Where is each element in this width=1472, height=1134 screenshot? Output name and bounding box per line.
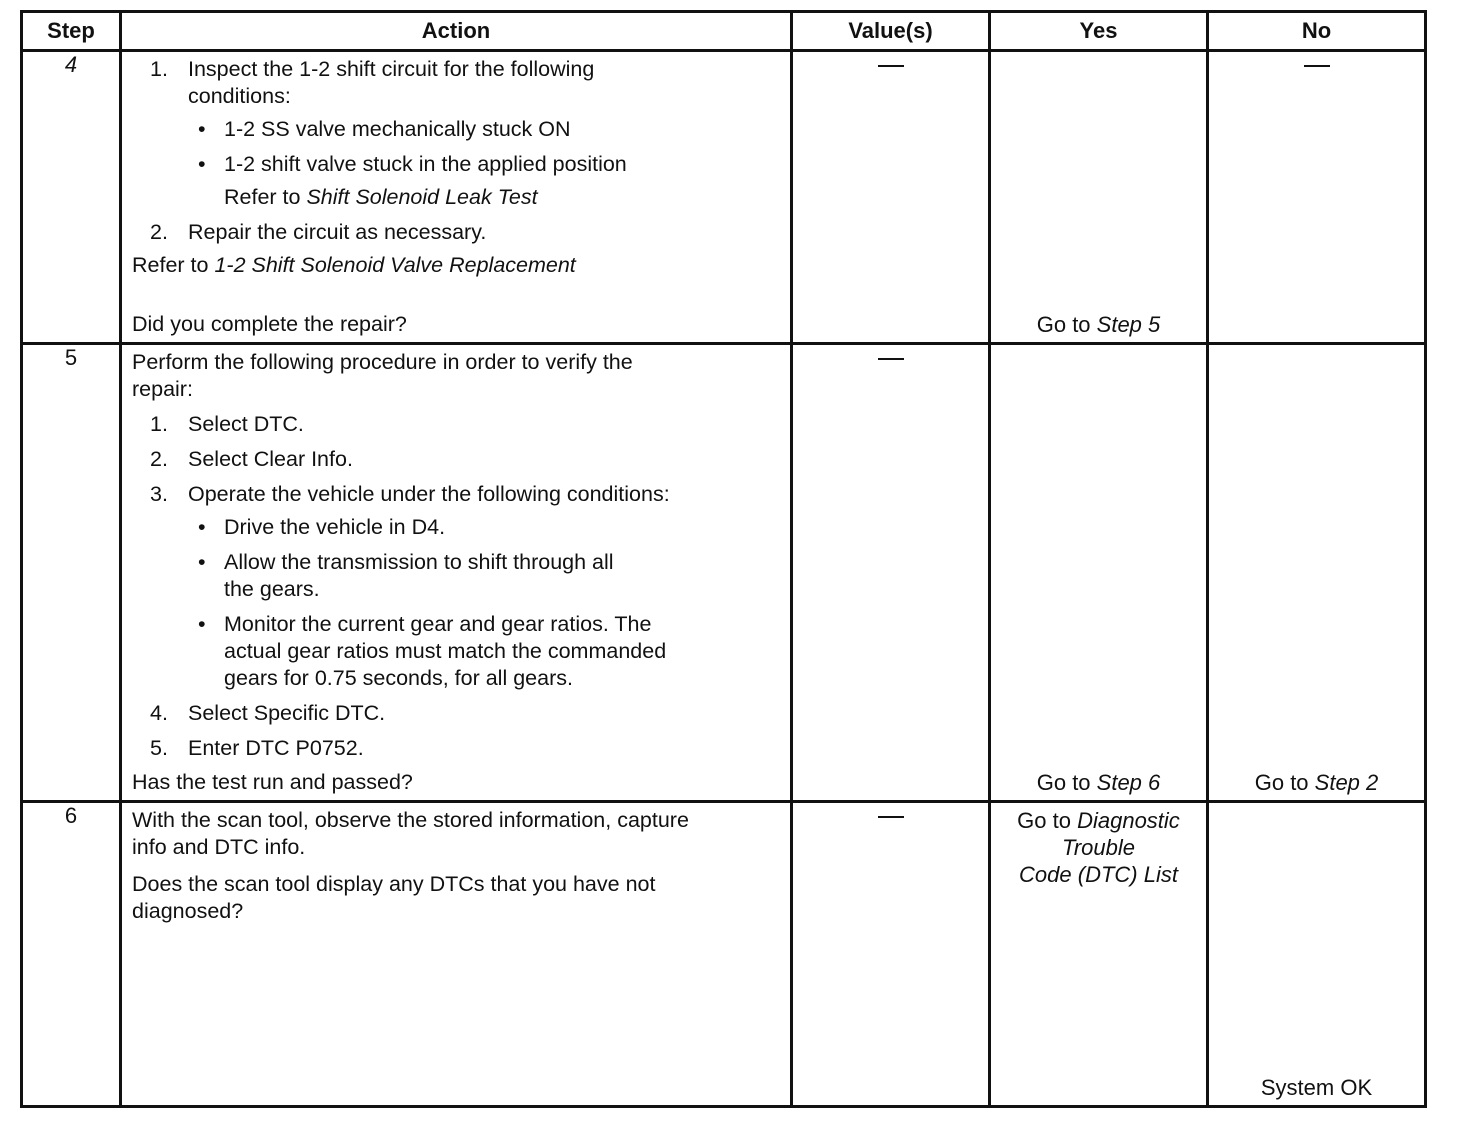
action-list (132, 56, 782, 246)
list-item: 1. Select DTC. (150, 412, 304, 436)
intro-text: Perform the following procedure in order to verify the repair: (132, 350, 633, 401)
question: Did you complete the repair? (132, 312, 407, 336)
yes-answer[interactable]: Go to Step 6 (1036, 770, 1161, 795)
bullet-item: • Allow the transmission to shift through all the gears. (198, 550, 614, 601)
action-list (132, 411, 782, 762)
step-number: 6 (22, 802, 121, 1107)
step-number: 5 (22, 344, 121, 802)
list-item: 1. Inspect the 1-2 shift circuit for the following conditions: • 1-2 SS valve mechanically stuck ON • 1-2 shift valve stuck in the applied position Refer to Shift Solenoid Leak Test (132, 56, 782, 211)
bullet-item: • Monitor the current gear and gear ratios. The actual gear ratios must match the commanded gears for 0.75 seconds, for all gears. (198, 612, 667, 690)
question: Has the test run and passed? (132, 770, 413, 794)
action-cell (121, 802, 792, 1107)
list-item: 2. Repair the circuit as necessary. (150, 220, 487, 244)
reference-link[interactable]: Shift Solenoid Leak Test (306, 185, 538, 209)
reference: Refer to 1-2 Shift Solenoid Valve Replacement (132, 253, 576, 277)
table-row-step-5 (22, 344, 1426, 802)
header-yes: Yes (990, 12, 1208, 51)
reference-link[interactable]: 1-2 Shift Solenoid Valve Replacement (214, 253, 576, 277)
yes-answer[interactable]: Go to Diagnostic Trouble Code (DTC) List (1017, 808, 1180, 887)
bullet-item: • 1-2 SS valve mechanically stuck ON (198, 117, 571, 141)
dash (878, 358, 904, 360)
header-row (22, 12, 1426, 51)
action-cell (121, 51, 792, 344)
step-number: 4 (22, 51, 121, 344)
list-item: 5. Enter DTC P0752. (150, 736, 364, 760)
table-row-step-4 (22, 51, 1426, 344)
header-values: Value(s) (792, 12, 990, 51)
no-answer[interactable]: System OK (1260, 1075, 1373, 1100)
no-cell (1208, 802, 1426, 1107)
list-item: 4. Select Specific DTC. (150, 701, 386, 725)
list-item: 3. Operate the vehicle under the following conditions: • Drive the vehicle in D4. • Allow the transmission to shift through all the gears. • Monitor the current gear and gear ratios. The actual gear ratios must match the commanded gears for 0.75 seconds, for all gears. (132, 481, 782, 692)
dash (878, 816, 904, 818)
value-cell (792, 802, 990, 1107)
dash (1304, 65, 1330, 67)
bullet-item: • 1-2 shift valve stuck in the applied position (198, 152, 627, 176)
list-item: 2. Select Clear Info. (150, 447, 353, 471)
header-action: Action (121, 12, 792, 51)
value-cell (792, 51, 990, 344)
bullet-item: • Drive the vehicle in D4. (198, 515, 446, 539)
yes-cell (990, 344, 1208, 802)
no-cell (1208, 344, 1426, 802)
yes-cell (990, 802, 1208, 1107)
table-row-step-6 (22, 802, 1426, 1107)
value-cell (792, 344, 990, 802)
dash (878, 65, 904, 67)
question: Does the scan tool display any DTCs that you have not diagnosed? (132, 872, 656, 923)
action-cell (121, 344, 792, 802)
reference: Refer to Shift Solenoid Leak Test (224, 185, 538, 209)
header-no: No (1208, 12, 1426, 51)
header-step: Step (22, 12, 121, 51)
yes-cell (990, 51, 1208, 344)
yes-answer[interactable]: Go to Step 5 (1036, 312, 1161, 337)
no-cell (1208, 51, 1426, 344)
paragraph: With the scan tool, observe the stored information, capture info and DTC info. (132, 808, 689, 859)
no-answer[interactable]: Go to Step 2 (1254, 770, 1379, 795)
diagnostic-table (20, 10, 1427, 1108)
